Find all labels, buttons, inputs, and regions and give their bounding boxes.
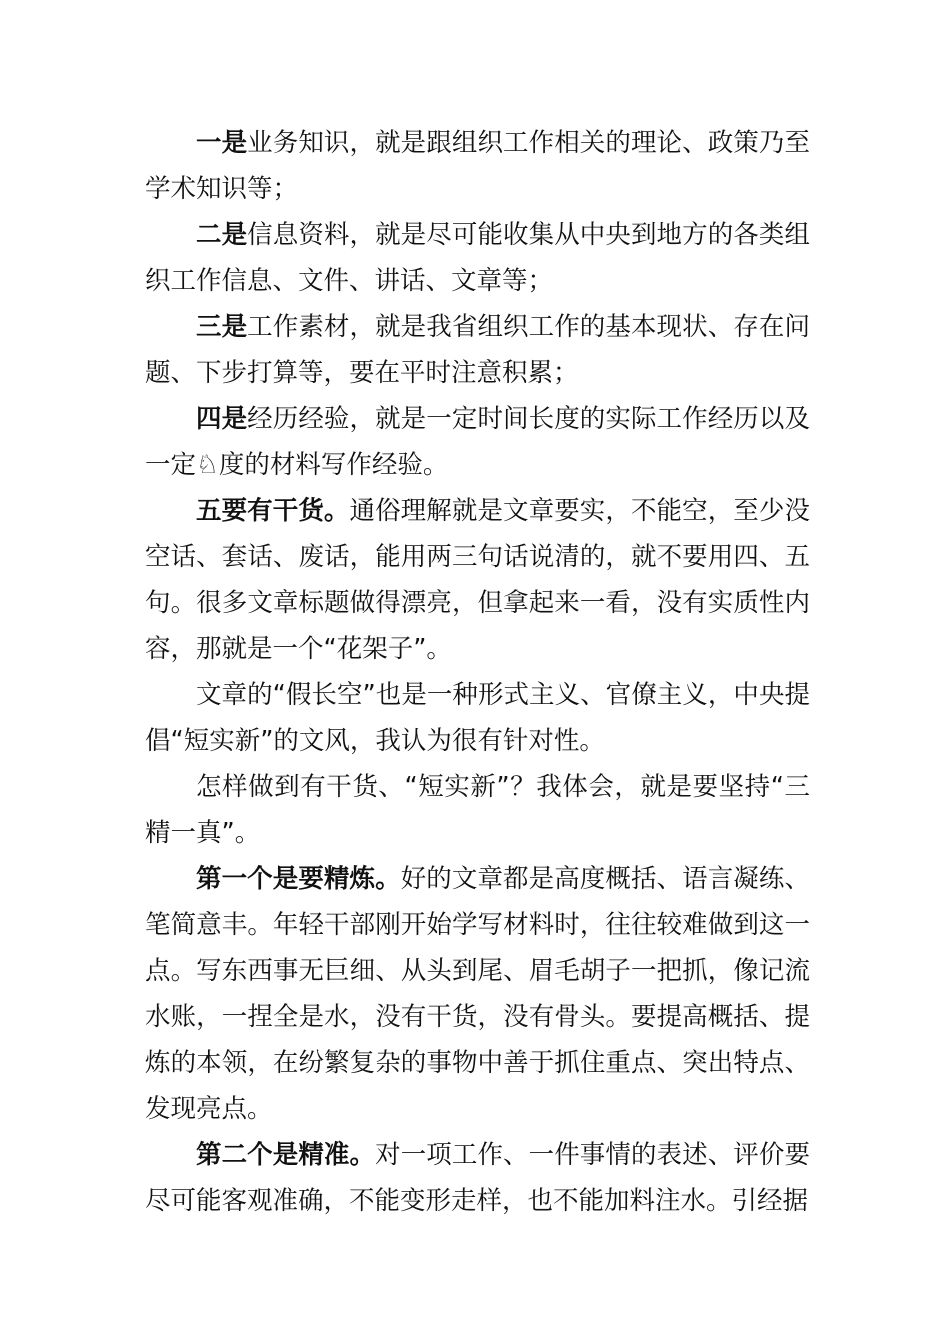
paragraph-text: 工作素材，就是我省组织工作的基本现状、存在问题、下步打算等，要在平时注意积累； [145,312,810,388]
paragraph-7 [145,764,810,856]
document-page [145,120,810,1224]
paragraph-lead: 四是 [196,404,248,434]
paragraph-text: 好的文章都是高度概括、语言凝练、笔简意丰。年轻干部刚开始学写材料时，往往较难做到这一点。写东西事无巨细、从头到尾、眉毛胡子一把抓，像记流水账，一捏全是水，没有干货，没有骨头。要提高概括、提炼的本领，在纷繁复杂的事物中善于抓住重点、突出特点、发现亮点。 [145,864,810,1124]
paragraph-text: 对一项工作、一件事情的表述、评价要尽可能客观准确，不能变形走样，也不能加料注水。引经据 [145,1140,810,1216]
paragraph-8 [145,856,810,1132]
paragraph-text: 业务知识，就是跟组织工作相关的理论、政策乃至学术知识等； [145,128,810,204]
paragraph-text: 信息资料，就是尽可能收集从中央到地方的各类组织工作信息、文件、讲话、文章等； [145,220,810,296]
paragraph-9 [145,1132,810,1224]
paragraph-lead: 第一个是要精炼。 [196,864,401,894]
paragraph-4 [145,396,810,488]
paragraph-6 [145,672,810,764]
paragraph-2 [145,212,810,304]
paragraph-lead: 五要有干货。 [196,496,350,526]
paragraph-text: 通俗理解就是文章要实，不能空，至少没空话、套话、废话，能用两三句话说清的，就不要用四、五句。很多文章标题做得漂亮，但拿起来一看，没有实质性内容，那就是一个“花架子”。 [145,496,810,664]
paragraph-5 [145,488,810,672]
paragraph-text: 经历经验，就是一定时间长度的实际工作经历以及一定♘度的材料写作经验。 [145,404,810,480]
paragraph-lead: 三是 [196,312,248,342]
paragraph-text: 文章的“假长空”也是一种形式主义、官僚主义，中央提倡“短实新”的文风，我认为很有针对性。 [145,680,810,756]
paragraph-lead: 第二个是精准。 [196,1140,376,1170]
paragraph-text: 怎样做到有干货、“短实新”？我体会，就是要坚持“三精一真”。 [145,772,810,848]
paragraph-lead: 一是 [196,128,248,158]
paragraph-1 [145,120,810,212]
paragraph-lead: 二是 [196,220,248,250]
paragraph-3 [145,304,810,396]
